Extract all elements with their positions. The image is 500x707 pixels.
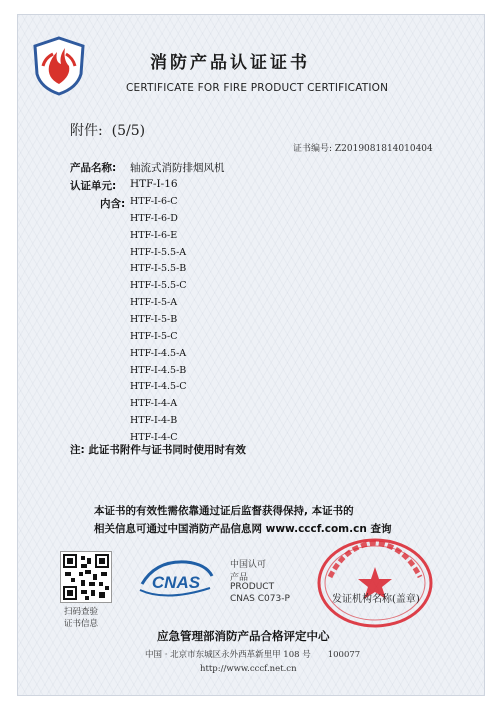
model-item: HTF-Ⅰ-6-E [130,229,178,241]
certificate-title-cn: 消防产品认证证书 [150,53,310,73]
model-item: HTF-Ⅰ-4-C [130,431,178,443]
model-item: HTF-Ⅰ-4-B [130,415,178,427]
model-item: HTF-Ⅰ-4-A [130,398,178,410]
cnas-line-3: PRODUCT [230,582,275,592]
cnas-line-4: CNAS C073-P [230,594,290,604]
qr-caption-2: 证书信息 [64,619,99,629]
cert-unit-value: HTF-Ⅰ-16 [130,178,178,190]
cnas-logo-icon [136,554,216,604]
product-name-row [70,160,225,175]
qr-caption-1: 扫码查验 [64,607,99,617]
qr-code[interactable] [60,551,112,603]
model-item: HTF-Ⅰ-6-D [130,212,178,224]
cert-unit-row [70,178,178,193]
attachment-page: (5/5) [111,123,146,139]
validity-line-2: 相关信息可通过中国消防产品信息网 www.cccf.com.cn 查询 [94,523,392,535]
cnas-line-1: 中国认可 [230,560,267,570]
cnas-line-2: 产品 [230,573,249,583]
issuer-seal-caption: 发证机构名称(盖章) [332,594,420,605]
cert-unit-label: 认证单元: [70,180,117,192]
product-name-label: 产品名称: [70,162,117,174]
includes-label [100,196,125,211]
validity-line-1: 本证书的有效性需依靠通过证后监督获得保持, 本证书的 [94,505,354,517]
validity-note: 注: 此证书附件与证书同时使用时有效 [70,444,246,456]
fire-shield-logo-icon [33,36,85,96]
model-item: HTF-Ⅰ-4.5-B [130,364,187,376]
issuing-organization: 应急管理部消防产品合格评定中心 [157,629,330,643]
certificate-title-en: CERTIFICATE FOR FIRE PRODUCT CERTIFICATION [126,82,389,94]
issuer-address: 中国 · 北京市东城区永外西革新里甲 108 号 100077 [145,650,361,660]
model-item: HTF-Ⅰ-5.5-B [130,263,187,275]
model-item: HTF-Ⅰ-5.5-C [130,280,187,292]
attachment-label [70,120,145,140]
model-item: HTF-Ⅰ-6-C [130,196,178,207]
includes-label-text: 内含: [100,198,126,210]
official-seal-stamp [316,537,434,629]
attachment-text: 附件: [70,123,103,139]
model-item: HTF-Ⅰ-5-C [130,330,178,342]
issuer-website-link[interactable]: http://www.cccf.net.cn [200,664,297,674]
model-item: HTF-Ⅰ-4.5-C [130,381,187,393]
model-item: HTF-Ⅰ-5-A [130,297,178,309]
model-item: HTF-Ⅰ-5-B [130,313,178,325]
model-item: HTF-Ⅰ-4.5-A [130,347,187,359]
cnas-logo-text: CNAS [151,573,201,592]
certificate-number: 证书编号: Z2019081814010404 [293,144,433,154]
product-name-value: 轴流式消防排烟风机 [130,162,225,174]
model-item: HTF-Ⅰ-5.5-A [130,246,187,258]
